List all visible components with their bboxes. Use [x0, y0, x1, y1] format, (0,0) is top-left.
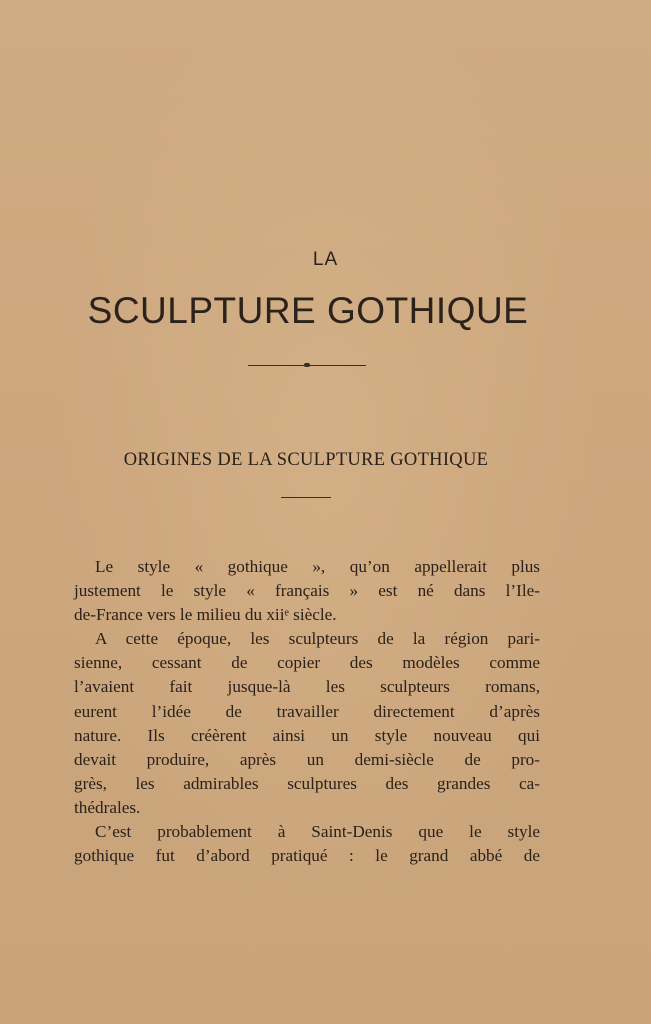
pre-title: LA: [312, 249, 339, 270]
text-line: nature. Ils créèrent ainsi un style nouveau qui: [74, 725, 540, 745]
text-line: A cette époque, les sculpteurs de la région pari-: [95, 629, 540, 649]
text-line: gothique fut d’abord pratiqué : le grand abbé de: [74, 846, 540, 866]
text-line: justement le style « français » est né dans l’Ile-: [74, 581, 540, 601]
text-line: grès, les admirables sculptures des grandes ca-: [74, 773, 540, 793]
page-title: SCULPTURE GOTHIQUE: [87, 290, 529, 331]
section-title: ORIGINES DE LA SCULPTURE GOTHIQUE: [123, 450, 489, 470]
text-line: eurent l’idée de travailler directement d’après: [74, 701, 540, 721]
text-line: sienne, cessant de copier des modèles comme: [74, 653, 540, 673]
text-line: devait produire, après un demi-siècle de pro-: [74, 749, 540, 769]
section-divider: [281, 497, 331, 498]
text-line: de-France vers le milieu du xiiᵉ siècle.: [74, 605, 337, 625]
text-line: C’est probablement à Saint-Denis que le style: [95, 822, 540, 842]
body-text: [74, 555, 540, 868]
text-line: Le style « gothique », qu’on appellerait plus: [95, 557, 540, 576]
text-line: thédrales.: [74, 797, 141, 817]
ornament-dot: [304, 363, 310, 367]
title-ornament-rule: [248, 364, 366, 368]
text-line: l’avaient fait jusque-là les sculpteurs romans,: [74, 677, 540, 697]
